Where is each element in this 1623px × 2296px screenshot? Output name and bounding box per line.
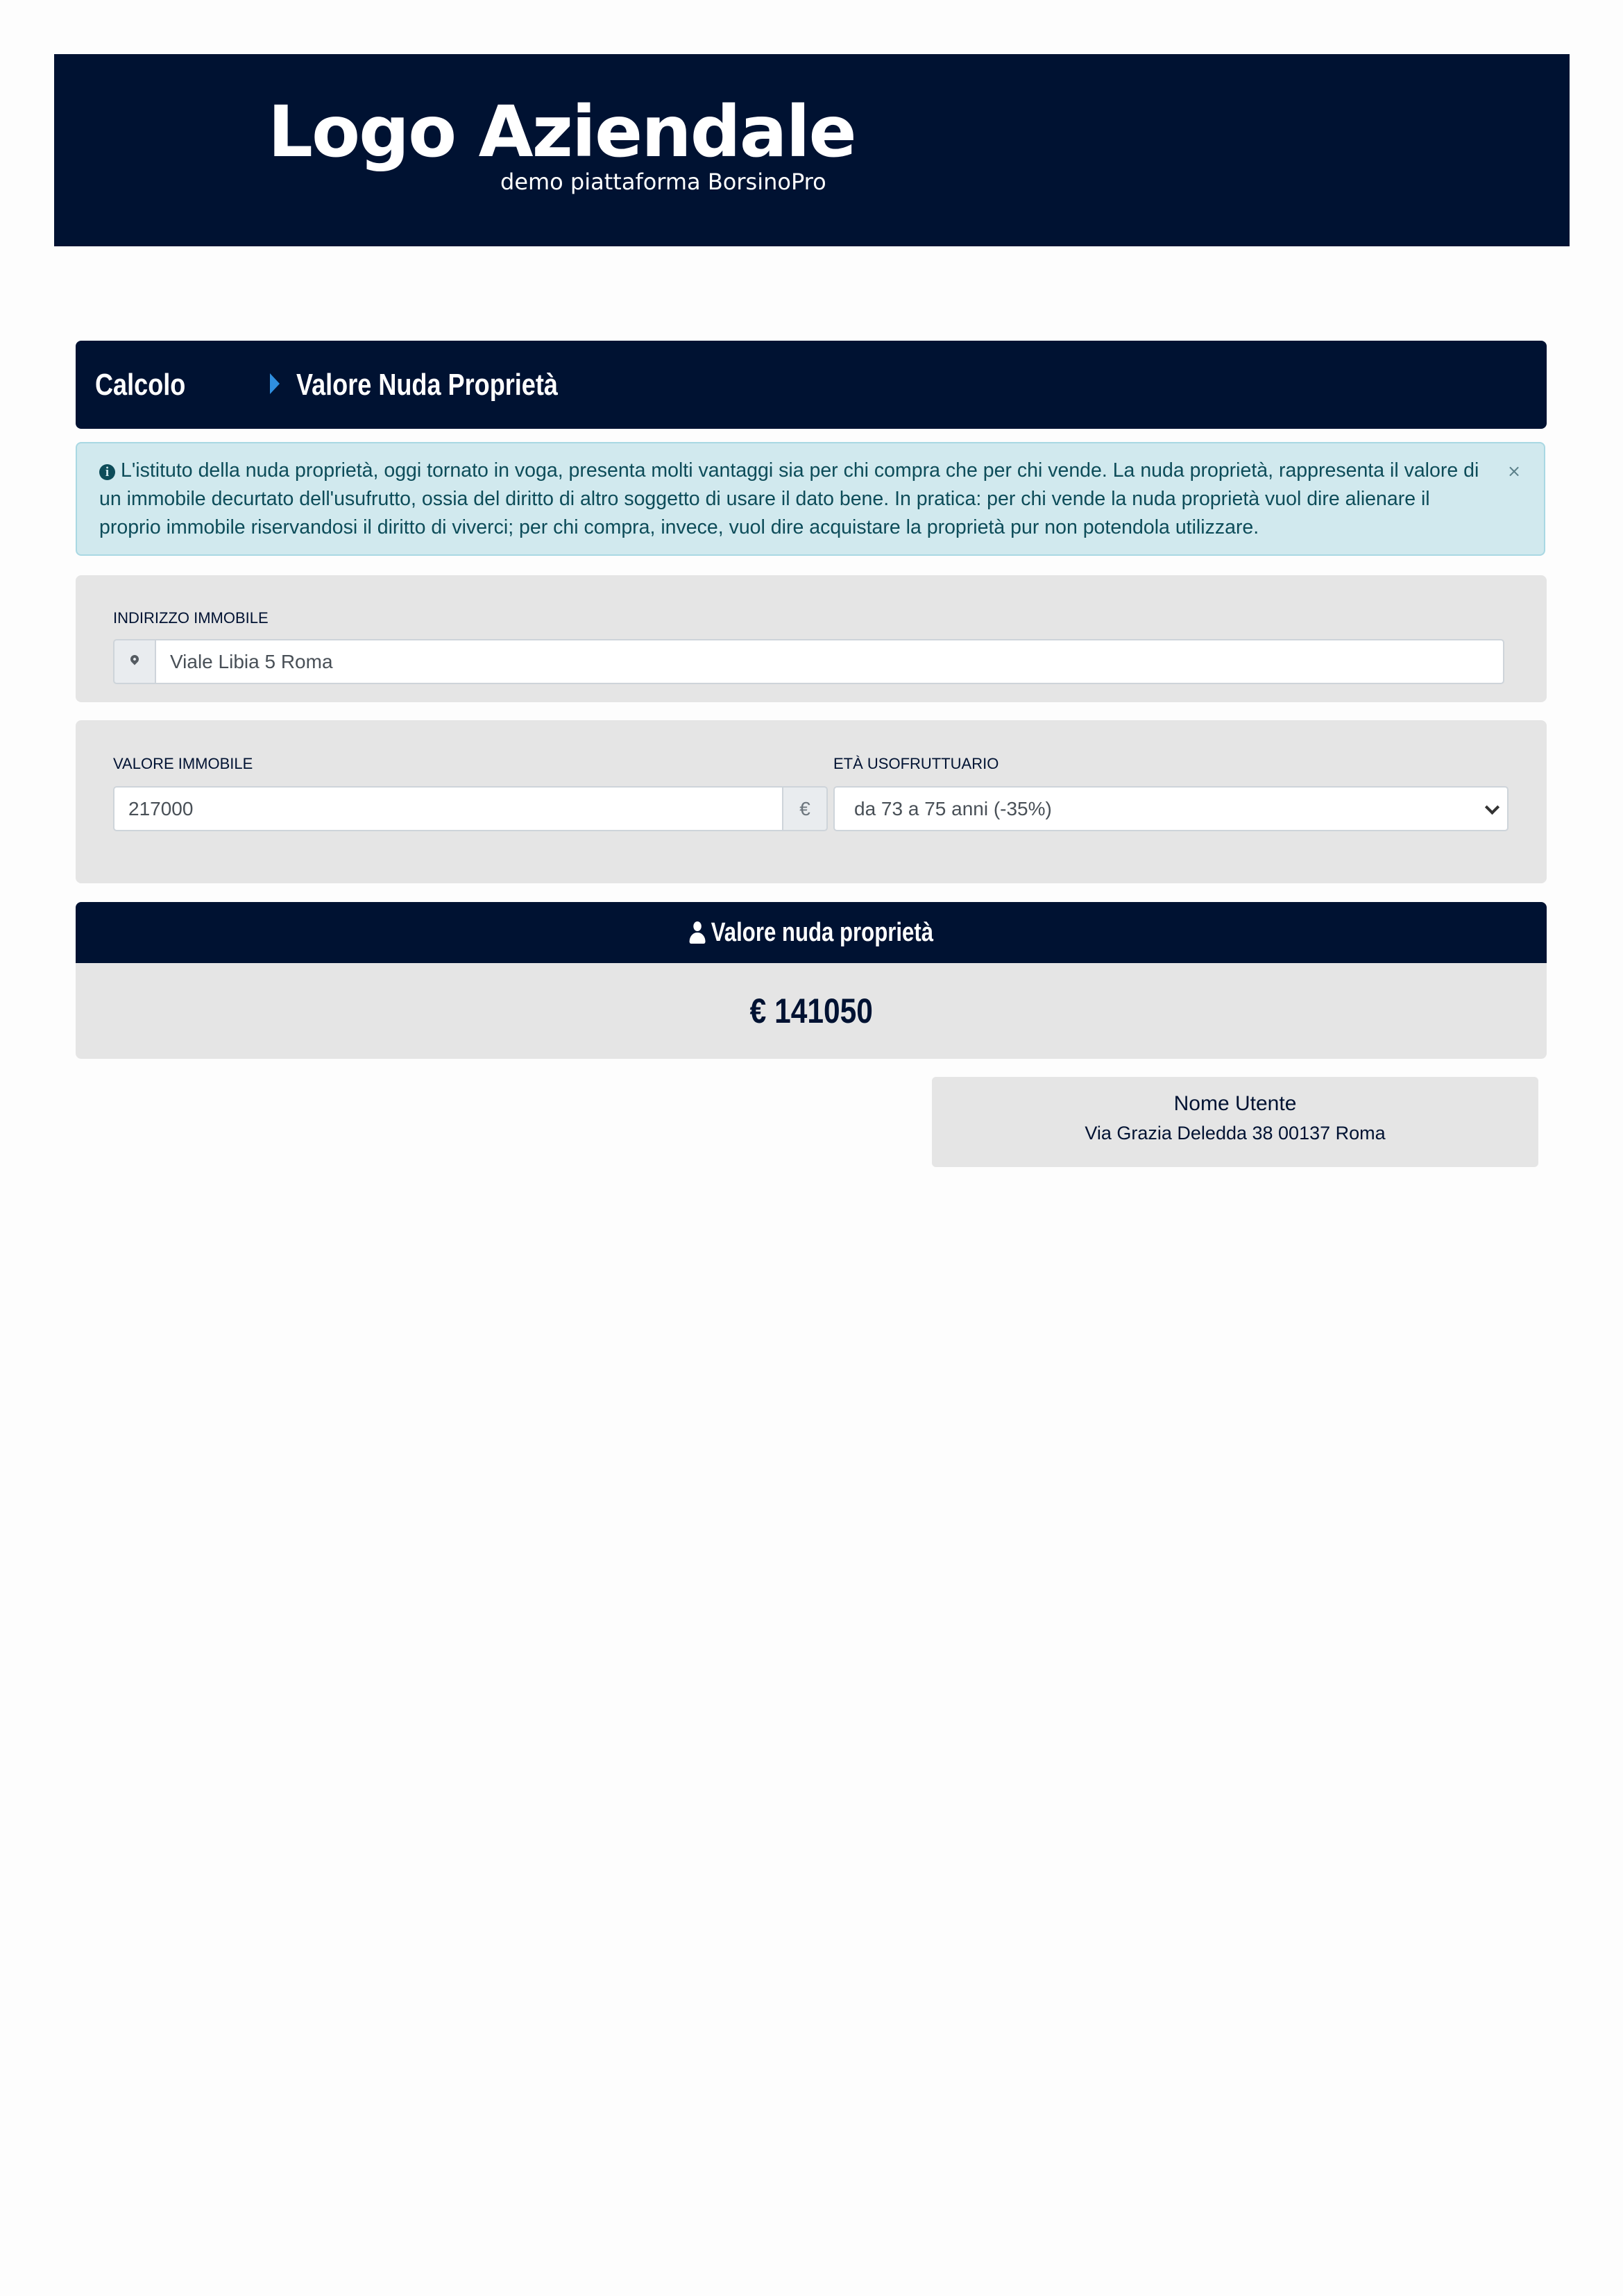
valore-immobile-label: VALORE IMMOBILE	[113, 755, 253, 772]
eta-usofruttuario-label: ETÀ USOFRUTTUARIO	[833, 755, 999, 772]
map-marker-icon	[129, 654, 141, 665]
logo-subtitle: demo piattaforma BorsinoPro	[500, 169, 826, 195]
eta-usofruttuario-select[interactable]	[833, 786, 1509, 831]
euro-addon: €	[782, 786, 828, 831]
valore-immobile-input[interactable]	[113, 786, 783, 831]
page-title: Valore Nuda Proprietà	[296, 368, 558, 402]
result-value: € 141050	[749, 992, 873, 1030]
alert-close-button[interactable]: ×	[1506, 461, 1522, 481]
user-icon	[689, 921, 705, 944]
result-title-wrap	[689, 902, 933, 963]
address-input[interactable]	[155, 639, 1504, 684]
result-title: Valore nuda proprietà	[711, 918, 933, 947]
values-panel	[76, 720, 1547, 883]
user-card	[932, 1077, 1538, 1167]
eta-selected-value: da 73 a 75 anni (-35%)	[854, 798, 1052, 819]
user-name: Nome Utente	[1173, 1092, 1297, 1115]
address-addon	[113, 639, 156, 684]
address-panel	[76, 575, 1547, 702]
caret-right-icon	[270, 373, 280, 394]
user-address: Via Grazia Deledda 38 00137 Roma	[1085, 1123, 1386, 1143]
address-label: INDIRIZZO IMMOBILE	[113, 609, 269, 627]
header-banner	[54, 54, 1570, 246]
chevron-down-icon	[1485, 800, 1499, 815]
breadcrumb-link-calcolo[interactable]: Calcolo	[95, 368, 186, 402]
alert-text: L'istituto della nuda proprietà, oggi tornato in voga, presenta molti vantaggi sia per chi compra che per chi vende. La nuda proprietà, rappresenta il valore di un immobile decurtato dell'usufrutto, ossia del diritto di altro soggetto di usare il dato bene. In pratica: per chi vende la nuda proprietà vuol dire alienare il proprio immobile riservandosi il diritto di viverci; per chi compra, invece, vuol dire acquistare la proprietà pur non potendola utilizzare.	[99, 459, 1479, 538]
breadcrumb	[76, 341, 1547, 429]
logo-title: Logo Aziendale	[268, 91, 856, 173]
alert-body	[99, 457, 1490, 542]
result-body	[76, 963, 1547, 1059]
info-alert	[76, 442, 1545, 556]
info-circle-icon: i	[99, 464, 115, 480]
result-header	[76, 902, 1547, 963]
